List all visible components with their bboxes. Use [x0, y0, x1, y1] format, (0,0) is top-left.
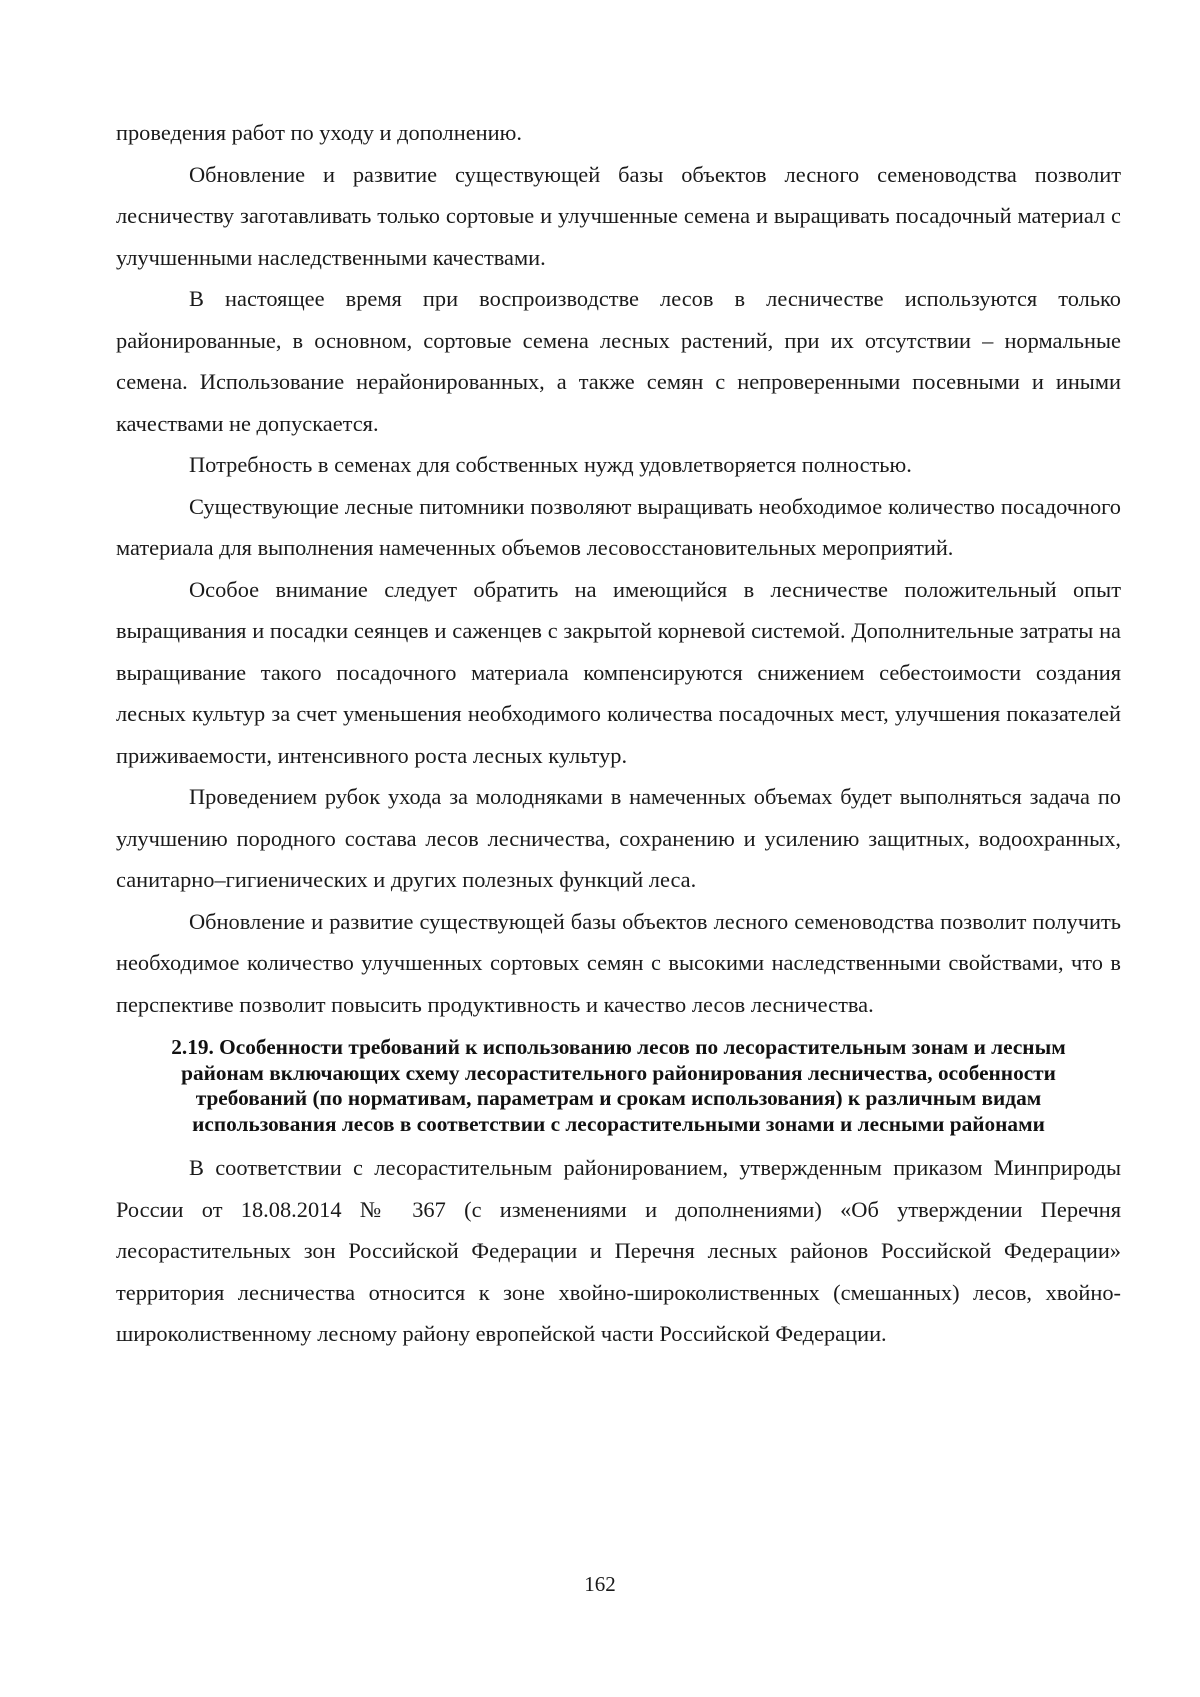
- paragraph-continuation: проведения работ по уходу и дополнению.: [116, 120, 522, 145]
- paragraph-seed-usage: В настоящее время при воспроизводстве лесов в лесничестве используются только районированные, в основном, сортовые семена лесных растений, при их отсутствии – нормальные семена. Использование нерайонированных, а также семян с непроверенными посевными и иными качествами не допускается.: [116, 286, 1121, 436]
- paragraph-closed-root-system: Особое внимание следует обратить на имеющийся в лесничестве положительный опыт выращивания и посадки сеянцев и саженцев с закрытой корневой системой. Дополнительные затраты на выращивание такого посадочного материала компенсируются снижением себестоимости создания лесных культур за счет уменьшения необходимого количества посадочных мест, улучшения показателей приживаемости, интенсивного роста лесных культур.: [116, 576, 1121, 768]
- paragraph-nurseries: Существующие лесные питомники позволяют выращивать необходимое количество посадочного материала для выполнения намеченных объемов лесовосстановительных мероприятий.: [116, 493, 1121, 560]
- paragraph-zoning: В соответствии с лесорастительным районированием, утвержденным приказом Минприроды России от 18.08.2014 № 367 (с изменениями и дополнениями) «Об утверждении Перечня лесорастительных зон Российской Федерации и Перечня лесных районов Российской Федерации» территория лесничества относится к зоне хвойно-широколиственных (смешанных) лесов, хвойно-широколиственному лесному району европейской части Российской Федерации.: [116, 1155, 1121, 1346]
- paragraph-seed-base-outlook: Обновление и развитие существующей базы объектов лесного семеноводства позволит получить необходимое количество улучшенных сортовых семян с высокими наследственными свойствами, что в перспективе позволит повысить продуктивность и качество лесов лесничества.: [116, 908, 1121, 1017]
- page-number: 162: [584, 1572, 616, 1596]
- paragraph-thinning: Проведением рубок ухода за молодняками в намеченных объемах будет выполняться задача по улучшению породного состава лесов лесничества, сохранению и усилению защитных, водоохранных, санитарно–гигиенических и других полезных функций леса.: [116, 784, 1121, 892]
- page-body: [116, 112, 1121, 1355]
- paragraph-seed-base-renewal: Обновление и развитие существующей базы объектов лесного семеноводства позволит лесничеству заготавливать только сортовые и улучшенные семена и выращивать посадочный материал с улучшенными наследственными качествами.: [116, 161, 1121, 270]
- paragraph-seed-demand: Потребность в семенах для собственных нужд удовлетворяется полностью.: [189, 452, 912, 477]
- section-heading: 2.19. Особенности требований к использованию лесов по лесорастительным зонам и лесным районам включающих схему лесорастительного районирования лесничества, особенности требований (по нормативам, параметрам и срокам использования) к различным видам использования лесов в соответствии с лесорастительными зонами и лесными районами: [171, 1035, 1066, 1136]
